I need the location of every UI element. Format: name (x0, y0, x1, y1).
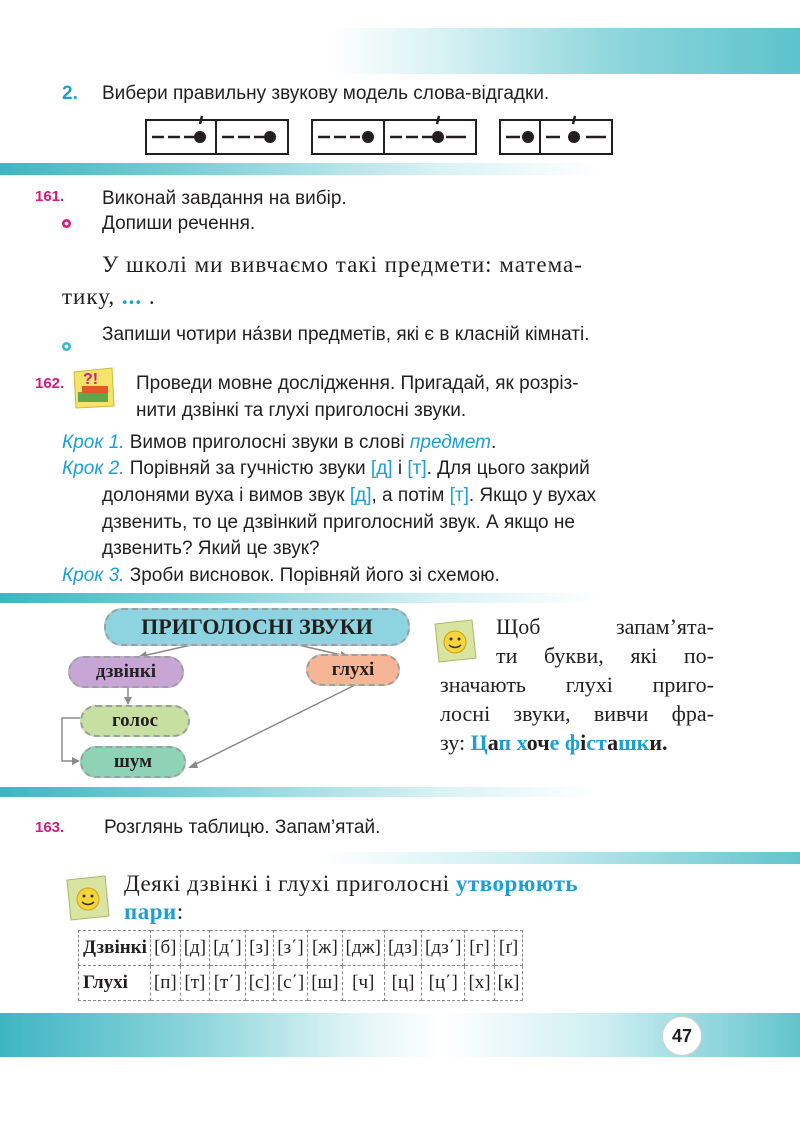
sound-cell: [ц] (384, 966, 421, 1001)
consonant-pairs-table (78, 930, 523, 1001)
smile-sticker-icon (62, 872, 114, 924)
sound-cell: [з] (245, 931, 273, 966)
sound-cell: [х] (465, 966, 494, 1001)
step-text: . (491, 432, 497, 453)
sound-cell: [ж] (308, 931, 342, 966)
pairs-intro (124, 870, 704, 926)
step-text: і (392, 458, 408, 479)
step-2-line-4: дзвенить? Який це звук? (102, 538, 320, 559)
memo-phrase-part: х (516, 730, 527, 755)
option-bullet-icon (62, 219, 71, 228)
sound-cell: [ш] (308, 966, 342, 1001)
pairs-intro-text: Деякі дзвінкі і глухі приголосні (124, 871, 456, 896)
section-divider (0, 852, 800, 864)
memo-line: Щоб запам’ята- (496, 614, 714, 639)
sound-cell: [к] (494, 966, 523, 1001)
exercise-text: Розглянь таблицю. Запам’ятай. (104, 817, 381, 838)
pairs-intro-highlight: утворюють (455, 871, 579, 896)
top-decor-band (330, 28, 800, 74)
memo-phrase-part: е (549, 730, 560, 755)
task-text: Вибери правильну звукову модель слова-відгадки. (102, 83, 550, 104)
sound-models (140, 112, 620, 160)
row-header: Дзвінкі (79, 931, 151, 966)
diagram-noise: шум (80, 746, 186, 778)
sound-cell: [д΄] (210, 931, 246, 966)
research-intro (136, 370, 698, 424)
memo-phrase-part: а (607, 730, 619, 755)
exercise-number: 163. (35, 819, 65, 836)
sound-d: [д] (370, 458, 393, 479)
option-1-text: Допиши речення. (102, 213, 256, 234)
memo-phrase-part: шк (618, 730, 650, 755)
sound-t: [т] (449, 485, 469, 506)
sound-cell: [ґ] (494, 931, 523, 966)
step-2-line-3: дзвенить, то це дзвінкий приголосний звук. А якщо не (102, 512, 575, 533)
sound-cell: [д] (180, 931, 209, 966)
exercise-number: 161. (35, 188, 65, 205)
sound-cell: [ц΄] (422, 966, 465, 1001)
memo-phrase-part: ф (564, 730, 581, 755)
step-label: Крок 1. (62, 432, 125, 453)
step-label: Крок 2. (62, 458, 125, 479)
pairs-intro-highlight: пари (124, 899, 177, 924)
memo-phrase (471, 730, 668, 755)
sentence-end: . (142, 284, 156, 309)
step-2-line-2 (102, 482, 596, 509)
sound-cell: [т΄] (210, 966, 246, 1001)
research-intro-line: нити дзвінкі та глухі приголосні звуки. (136, 400, 467, 421)
sound-cell: [б] (150, 931, 180, 966)
sentence-line-1: У школі ми вивчаємо такі предмети: матема- (102, 252, 583, 277)
row-header: Глухі (79, 966, 151, 1001)
step-text: . Для цього закрий (426, 458, 590, 479)
step-1 (62, 429, 496, 456)
sound-cell: [п] (150, 966, 180, 1001)
step-text: Порівняй за гучністю звуки (124, 458, 371, 479)
memo-phrase-part: ст (586, 730, 608, 755)
option-bullet-icon (62, 342, 71, 351)
sound-d: [д] (349, 485, 372, 506)
memo-line: лосні звуки, вивчи фра- (440, 701, 714, 726)
sentence-line-2 (62, 284, 156, 310)
memo-line: зу: (440, 730, 471, 755)
memo-phrase-part: . (662, 730, 668, 755)
step-text: Вимов приголосні звуки в слові (124, 432, 410, 453)
memo-line: значають глухі приго- (440, 672, 714, 697)
step-label: Крок 3. (62, 565, 125, 586)
step-3 (62, 562, 500, 589)
sound-cell: [дз΄] (422, 931, 465, 966)
option-2-text: Запиши чотири на́зви предметів, які є в класній кімнаті. (102, 324, 590, 345)
task-number: 2. (62, 83, 78, 104)
sound-cell: [г] (465, 931, 494, 966)
memo-phrase-part: оч (526, 730, 550, 755)
memo-line-5 (440, 728, 714, 757)
memo-line: ти букви, які по- (496, 643, 714, 668)
page-number: 47 (662, 1016, 702, 1056)
exercise-intro: Виконай завдання на вибір. (102, 188, 347, 209)
step-text: долонями вуха і вимов звук (102, 485, 350, 506)
step-text: , а потім (371, 485, 450, 506)
table-row (79, 966, 523, 1001)
memo-phrase-part: п (498, 730, 512, 755)
section-divider (0, 787, 800, 797)
step-text: Зроби висновок. Порівняй його зі схемою. (124, 565, 500, 586)
sound-cell: [с΄] (273, 966, 307, 1001)
sound-cell: [дж] (342, 931, 384, 966)
sticker-label: ?! (83, 371, 99, 388)
step-word: предмет (409, 432, 492, 453)
sound-cell: [дз] (384, 931, 421, 966)
memo-phrase-part: а (487, 730, 499, 755)
sound-cell: [ч] (342, 966, 384, 1001)
diagram-voiceless: глухі (306, 654, 400, 686)
memo-phrase-part: и (649, 730, 663, 755)
exercise-number: 162. (35, 375, 65, 392)
memo-text (440, 612, 714, 757)
sentence-dots: ... (121, 284, 143, 309)
sound-cell: [с] (245, 966, 273, 1001)
section-divider (0, 163, 800, 175)
research-sticker-icon (68, 362, 118, 412)
step-2 (62, 455, 590, 482)
pairs-intro-text: : (176, 899, 184, 924)
sentence-text: тику, (62, 284, 122, 309)
diagram-voice: голос (80, 705, 190, 737)
sound-t: [т] (407, 458, 427, 479)
step-text: . Якщо у вухах (468, 485, 597, 506)
section-divider (0, 593, 800, 603)
memo-phrase-part: і (580, 730, 587, 755)
sound-cell: [з΄] (273, 931, 307, 966)
diagram-root: ПРИГОЛОСНІ ЗВУКИ (104, 608, 410, 646)
table-row (79, 931, 523, 966)
research-intro-line: Проведи мовне дослідження. Пригадай, як розріз- (136, 373, 579, 394)
diagram-voiced: дзвінкі (68, 656, 184, 688)
memo-phrase-part: Ц (470, 730, 488, 755)
sound-cell: [т] (180, 966, 209, 1001)
